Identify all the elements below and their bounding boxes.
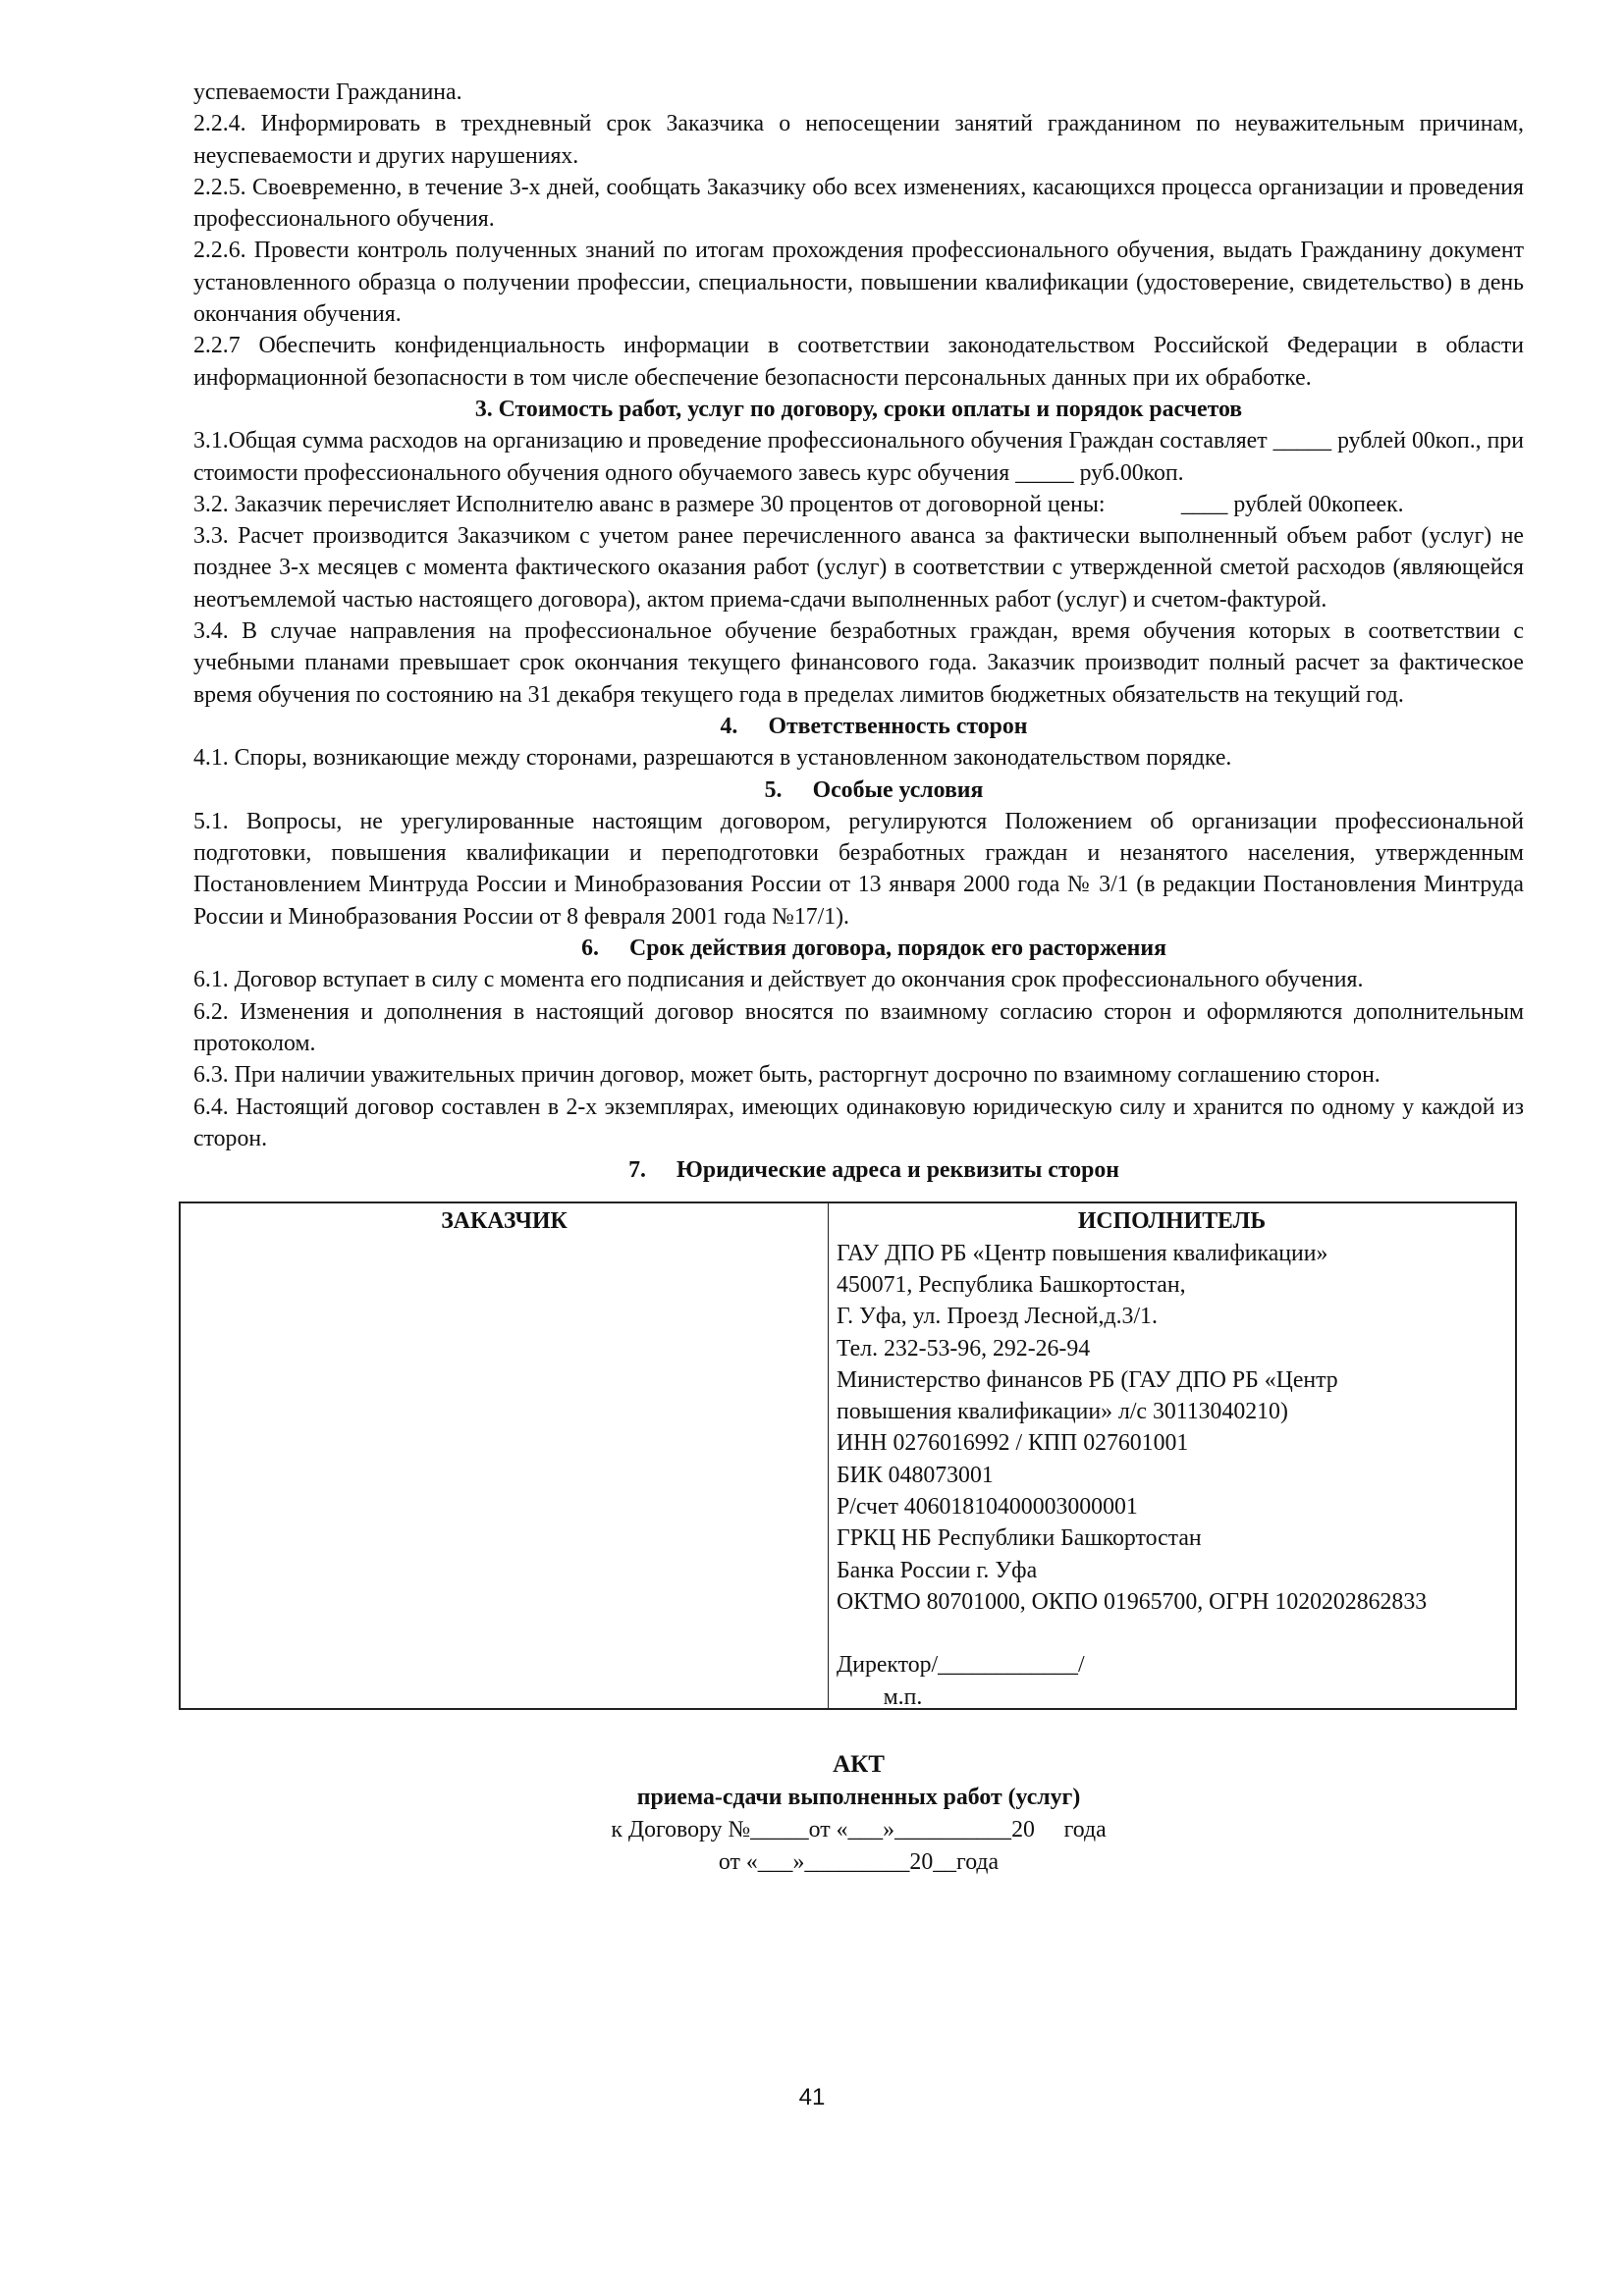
executor-detail-line <box>837 1618 1515 1649</box>
paragraph: 3.4. В случае направления на профессиональное обучение безработных граждан, время обучения которых в соответствии с учебными планами превышает срок окончания текущего финансового года. Заказчик производит полный расчет за фактическое время обучения по состоянию на 31 декабря текущего года в пределах лимитов бюджетных обязательств на текущий год. <box>193 618 1530 708</box>
act-header <box>193 1749 1524 1878</box>
section-heading: 3. Стоимость работ, услуг по договору, сроки оплаты и порядок расчетов <box>474 396 1243 422</box>
executor-detail-line: Г. Уфа, ул. Проезд Лесной,д.3/1. <box>837 1304 1158 1330</box>
requisites-table <box>179 1201 1517 1710</box>
executor-detail-line: ГРКЦ НБ Республики Башкортостан <box>837 1525 1202 1552</box>
section-number: 4. <box>720 713 738 739</box>
paragraph: 5.1. Вопросы, не урегулированные настоящим договором, регулируются Положением об организации профессиональной подготовки, повышения квалификации и переподготовки безработных граждан и незанятого населения, утвержденным Постановлением Минтруда России и Минобразования России от 13 января 2000 года № 3/1 (в редакции Постановления Минтруда России и Минобразования России от 8 февраля 2001 года №17/1). <box>193 808 1530 930</box>
executor-detail-line: Тел. 232-53-96, 292-26-94 <box>837 1335 1091 1362</box>
act-title: АКТ <box>833 1751 885 1779</box>
act-subtitle: приема-сдачи выполненных работ (услуг) <box>636 1785 1081 1811</box>
section-heading <box>193 711 1524 742</box>
section-title: Срок действия договора, порядок его расторжения <box>629 935 1166 962</box>
customer-title: ЗАКАЗЧИК <box>441 1208 568 1235</box>
paragraph: 2.2.4. Информировать в трехдневный срок Заказчика о непосещении занятий гражданином по неуважительным причинам, неуспеваемости и других нарушениях. <box>193 111 1530 169</box>
paragraph: 2.2.5. Своевременно, в течение 3-х дней, сообщать Заказчику обо всех изменениях, касающихся процесса организации и проведения профессионального обучения. <box>193 174 1530 233</box>
executor-detail-line: Р/счет 40601810400003000001 <box>837 1494 1138 1521</box>
document-body <box>193 77 1530 1186</box>
executor-detail-line: Банка России г. Уфа <box>837 1557 1038 1583</box>
paragraph: 3.1.Общая сумма расходов на организацию и проведение профессионального обучения Граждан составляет _____ рублей 00коп., при стоимости профессионального обучения одного обучаемого завесь курс обучения _____ руб.00коп. <box>193 428 1530 486</box>
paragraph: 6.4. Настоящий договор составлен в 2-х экземплярах, имеющих одинаковую юридическую силу и хранится по одному у каждой из сторон. <box>193 1094 1530 1151</box>
section-number: 5. <box>764 776 783 803</box>
executor-details <box>837 1238 1515 1713</box>
paragraph: успеваемости Гражданина. <box>193 80 462 105</box>
paragraph: 2.2.6. Провести контроль полученных знаний по итогам прохождения профессионального обучения, выдать Гражданину документ установленного образца о получении профессии, специальности, повышении квалификации (удостоверение, свидетельство) в день окончания обучения. <box>193 238 1530 328</box>
paragraph: 2.2.7 Обеспечить конфиденциальность информации в соответствии законодательством Российской Федерации в области информационной безопасности в том числе обеспечение безопасности персональных данных при их обработке. <box>193 333 1530 391</box>
executor-detail-line: повышения квалификации» л/с 30113040210) <box>837 1399 1288 1425</box>
customer-column <box>181 1203 829 1708</box>
paragraph: 3.2. Заказчик перечисляет Исполнителю аванс в размере 30 процентов от договорной цены: ____ рублей 00копеек. <box>193 491 1404 517</box>
section-heading <box>193 1154 1524 1186</box>
executor-detail-line: ИНН 0276016992 / КПП 027601001 <box>837 1430 1189 1457</box>
executor-detail-line: ОКТМО 80701000, ОКПО 01965700, ОГРН 1020202862833 <box>837 1588 1428 1615</box>
executor-detail-line: Министерство финансов РБ (ГАУ ДПО РБ «Центр <box>837 1366 1338 1393</box>
section-number: 7. <box>628 1157 646 1184</box>
executor-detail-line: ГАУ ДПО РБ «Центр повышения квалификации» <box>837 1240 1328 1266</box>
section-number: 6. <box>581 935 599 962</box>
paragraph: 6.3. При наличии уважительных причин договор, может быть, расторгнут досрочно по взаимному соглашению сторон. <box>193 1062 1380 1089</box>
paragraph: 3.3. Расчет производится Заказчиком с учетом ранее перечисленного аванса за фактически выполненный объем работ (услуг) не позднее 3-х месяцев с момента фактического оказания работ (услуг) в соответствии с утвержденной сметой расходов (являющейся неотъемлемой частью настоящего договора), актом приема-сдачи выполненных работ (услуг) и счетом-фактурой. <box>193 523 1530 613</box>
executor-detail-line: БИК 048073001 <box>837 1462 994 1488</box>
document-page <box>193 77 1530 1878</box>
paragraph: 6.1. Договор вступает в силу с момента его подписания и действует до окончания срок профессионального обучения. <box>193 967 1364 993</box>
page-number: 41 <box>798 2084 826 2110</box>
act-contract-line: к Договору №_____от «___»__________20 года <box>611 1817 1107 1843</box>
executor-title: ИСПОЛНИТЕЛЬ <box>1077 1208 1267 1235</box>
section-title: Ответственность сторон <box>768 713 1028 739</box>
section-heading <box>193 933 1524 964</box>
act-date-line: от «___»_________20__года <box>718 1848 1000 1875</box>
section-title: Юридические адреса и реквизиты сторон <box>677 1157 1119 1184</box>
executor-detail-line: 450071, Республика Башкортостан, <box>837 1271 1186 1298</box>
paragraph: 4.1. Споры, возникающие между сторонами, разрешаются в установленном законодательством порядке. <box>193 745 1232 772</box>
executor-column <box>829 1203 1515 1708</box>
section-title: Особые условия <box>812 776 984 803</box>
executor-detail-line: Директор/____________/ <box>837 1652 1085 1679</box>
paragraph: 6.2. Изменения и дополнения в настоящий договор вносятся по взаимному согласию сторон и оформляются дополнительным протоколом. <box>193 998 1530 1056</box>
section-heading <box>193 774 1524 806</box>
executor-detail-line: м.п. <box>837 1683 923 1710</box>
